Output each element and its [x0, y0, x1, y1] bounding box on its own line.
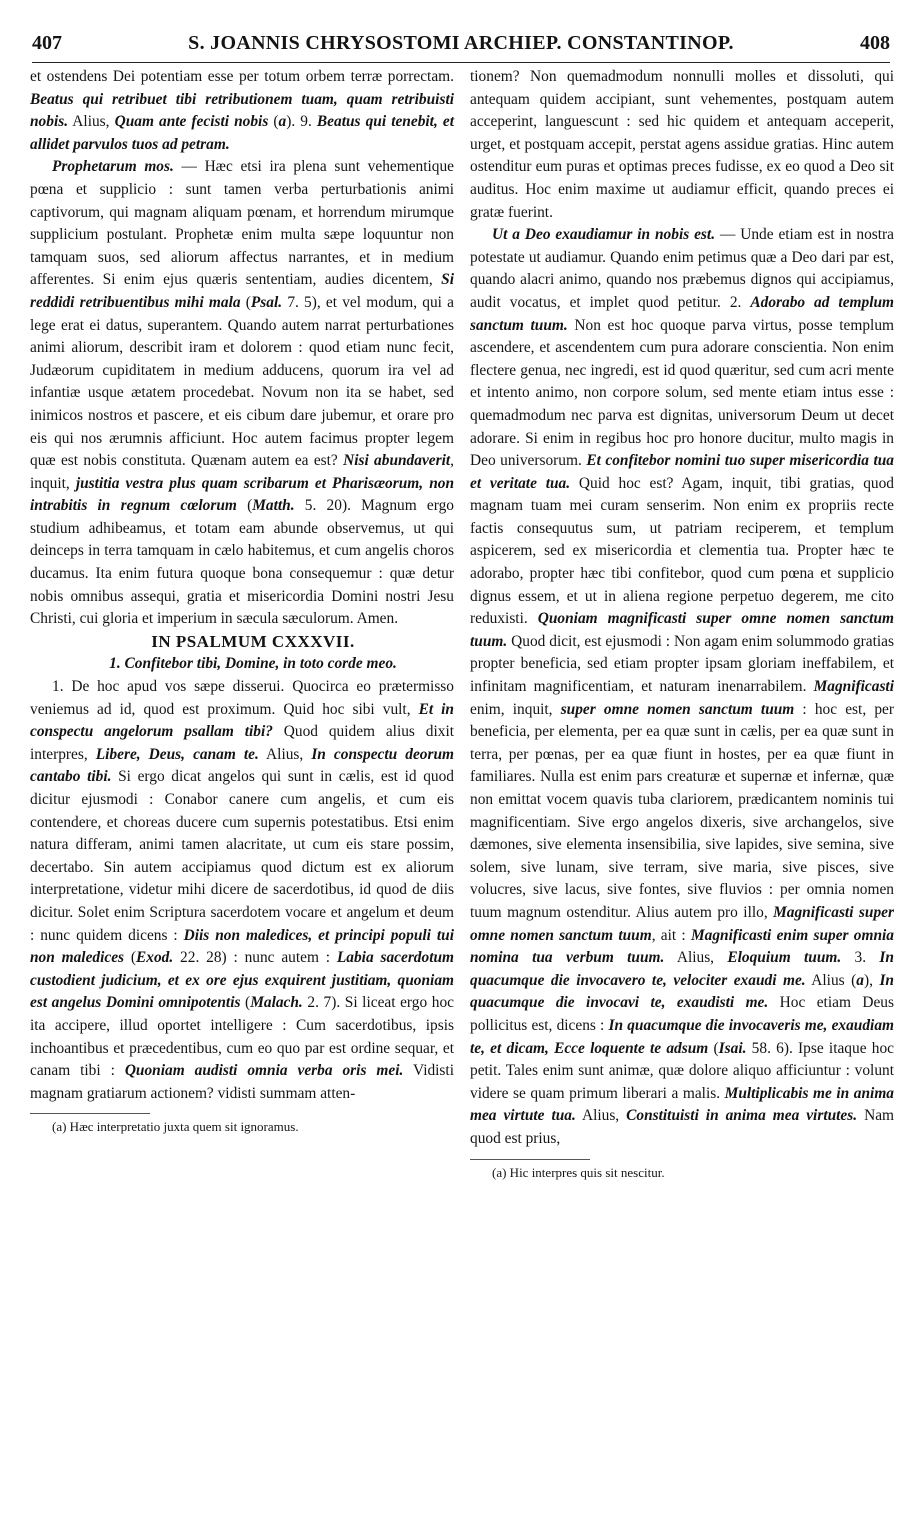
- paragraph: 1. De hoc apud vos sæpe disserui. Quocirca eo prætermisso veniemus ad id, quod est proximum. Quid hoc sibi vult, Et in conspectu angelorum psallam tibi? Quod quidem alius dixit interpres, Libere, Deus, canam te. Alius, In conspectu deorum cantabo tibi. Si ergo dicat angelos qui sunt in cælis, est id quod dicitur ejusmodi : Conabor canere cum angelis, et cum eis contendere, et choreas ducere cum supernis potestatibus. Etsi enim natura differam, animi tamen alacritate, ut cum eis stare possim, decertabo. Sin autem accipiamus quod dictum est ex aliorum interpretatione, videtur mihi dicere de sacerdotibus, id quod de diis dicitur. Solet enim Scriptura sacerdotem vocare et angelum et deum : nunc quidem dicens : Diis non maledices, et principi populi tui non maledices (Exod. 22. 28) : nunc autem : Labia sacerdotum custodient judicium, et ex ore ejus exquirent justitiam, quoniam est angelus Domini omnipotentis (Malach. 2. 7). Si liceat ergo hoc ita accipere, illud oportet intelligere : Cum sacerdotibus, ipsis inchoantibus et præcedentibus, cum eo quo par est ordine sequar, et canam tibi : Quoniam audisti omnia verba oris mei. Vidisti magnam gratiarum actionem? vidisti summam atten-: [30, 678, 455, 1102]
- paragraph: Prophetarum mos. — Hæc etsi ira plena sunt vehementique pœna et supplicio : sunt tamen verba perturbationis animi captivorum, qui magnam aliquam pœnam, et horrendum mirumque supplicium postulant. Prophetæ enim multa sæpe loquuntur non tamquam suos, sed aliorum affectus narrantes, et in medium afferentes. Si enim ejus quæris sententiam, audies dicentem, Si reddidi retribuentibus mihi mala (Psal. 7. 5), et vel modum, qui a lege erat ei datus, superantem. Quando autem narrat perturbationes animi aliorum, describit iram et dolorem : quod etiam nunc fecit, Judæorum cupiditatem in medium adducens, quorum ira vel ad infantiæ usque ætatem procedebat. Novum non ita se habet, sed inimicos nostros et pascere, et eis cibum dare jubemur, et orare pro eis qui nos ærumnis afficiunt. Hoc autem facimus propter legem quæ est nobis constituta. Quænam autem ea est? Nisi abundaverit, inquit, justitia vestra plus quam scribarum et Pharisæorum, non intrabitis in regnum cœlorum (Matth. 5. 20). Magnum ergo studium adhibeamus, et totam eam abunde observemus, ut qui deinceps in terra tamquam in cælo habitemus, et cum angelis choros ducamus. Ita enim futura quoque bona consequemur : quæ detur nobis omnibus assequi, gratia et misericordia Domini nostri Jesu Christi, cui gloria et imperium in sæcula sæculorum. Amen.: [30, 158, 455, 628]
- footnote-rule: [470, 1159, 590, 1160]
- page-header: [32, 28, 890, 58]
- page-number-left: 407: [32, 32, 62, 54]
- verse-heading: 1. Confitebor tibi, Domine, in toto corde meo.: [109, 655, 397, 673]
- footnote: (a) Hic interpres quis sit nescitur.: [492, 1164, 665, 1180]
- paragraph: et ostendens Dei potentiam esse per totum orbem terræ porrectam. Beatus qui retribuet tibi retributionem tuam, quam retribuisti nobis. Alius, Quam ante fecisti nobis (a). 9. Beatus qui tenebit, et allidet parvulos tuos ad petram.: [30, 68, 454, 153]
- paragraph: Ut a Deo exaudiamur in nobis est. — Unde etiam est in nostra potestate ut audiamur. Quando enim petimus quæ a Deo dari par est, quando alacri animo, quando nos præbemus dignos qui accipiamus, audit vocatus, et implet quod petitur. 2. Adorabo ad templum sanctum tuum. Non est hoc quoque parva virtus, posse templum ascendere, et ascendentem cum pura adorare conscientia. Non enim flectere genua, nec ingredi, est id quod quæritur, sed cum acri mente et intento animo, non corpore solum, sed mente etiam intus esse : quemadmodum nec parva est dignitas, universorum Deum ut decet adorare. Si enim in regibus hoc pro honore ducitur, multo magis in Deo universorum. Et confitebor nomini tuo super misericordia tua et veritate tua. Quid hoc est? Agam, inquit, tibi gratias, quod magnam tuam mei curam senserim. Non enim ex propriis recte factis consequutus sum, ut patriam reciperem, et templum aspicerem, sed ex misericordia et clementia tua. Propter hæc te adorabo, propter hæc tibi confitebor, quod cum pœna et supplicio dignus essem, et ut in aliena regione perpetuo degerem, me cito reduxisti. Quoniam magnificasti super omne nomen sanctum tuum. Quod dicit, est ejusmodi : Non agam enim solummodo gratias propter beneficia, sed etiam propter ipsam gloriam ineffabilem, et infinitam magnificentiam, et naturam inenarrabilem. Magnificasti enim, inquit, super omne nomen sanctum tuum : hoc est, per beneficia, per elementa, per ea quæ sunt in cælis, per ea quæ sunt in terra, per pœnas, per ea quæ fiunt in hostes, per ea quæ fiunt in familiares. Nulla est enim pars creaturæ et supernæ et infernæ, quæ non emittat vocem quavis tuba clariorem, prædicantem nominis tui magnificentiam. Sive ergo angelos dixeris, sive archangelos, sive dæmones, sive elementa insensibilia, sive lapides, sive semina, sive solem, sive lunam, sive terram, sive maria, sive pisces, sive volucres, sive lacus, sive fontes, sive fluvios : per omnia nomen tuum magnum ostenditur. Alius autem pro illo, Magnificasti super omne nomen sanctum tuum, ait : Magnificasti enim super omnia nomina tua verbum tuum. Alius, Eloquium tuum. 3. In quacumque die invocavero te, velociter exaudi me. Alius (a), In quacumque die invocavi te, exaudisti me. Hoc etiam Deus pollicitus est, dicens : In quacumque die invocaveris me, exaudiam te, et dicam, Ecce loquente te adsum (Isai. 58. 6). Ipse itaque hoc petit. Tales enim sunt animæ, quæ dolore aliquo afficiuntur : volunt videre se quam primum liberari a malis. Multiplicabis me in anima mea virtute tua. Alius, Constituisti in anima mea virtutes. Nam quod est prius,: [470, 226, 895, 1147]
- paragraph: tionem? Non quemadmodum nonnulli molles et dissoluti, qui antequam quidem accipiant, sunt vehementes, postquam autem acceperint, languescunt : sed hic quidem et antequam acceperit, urget, et postquam accepit, perstat agens assidue gratias. Hinc autem ostenditur eum puras et optimas preces fudisse, ex eo quod a Deo sit auditus. Hoc enim maxime ut audiamur efficit, quando preces ei gratæ fuerint.: [470, 68, 894, 221]
- page-number-right: 408: [860, 32, 890, 54]
- running-title: S. JOANNIS CHRYSOSTOMI ARCHIEP. CONSTANTINOP.: [188, 32, 734, 54]
- footnote-rule: [30, 1113, 150, 1114]
- footnote: (a) Hæc interpretatio juxta quem sit ignoramus.: [52, 1119, 299, 1135]
- left-column: [30, 66, 454, 1136]
- right-column: [470, 66, 894, 1182]
- header-rule: [32, 62, 890, 63]
- section-title: IN PSALMUM CXXXVII.: [151, 631, 355, 651]
